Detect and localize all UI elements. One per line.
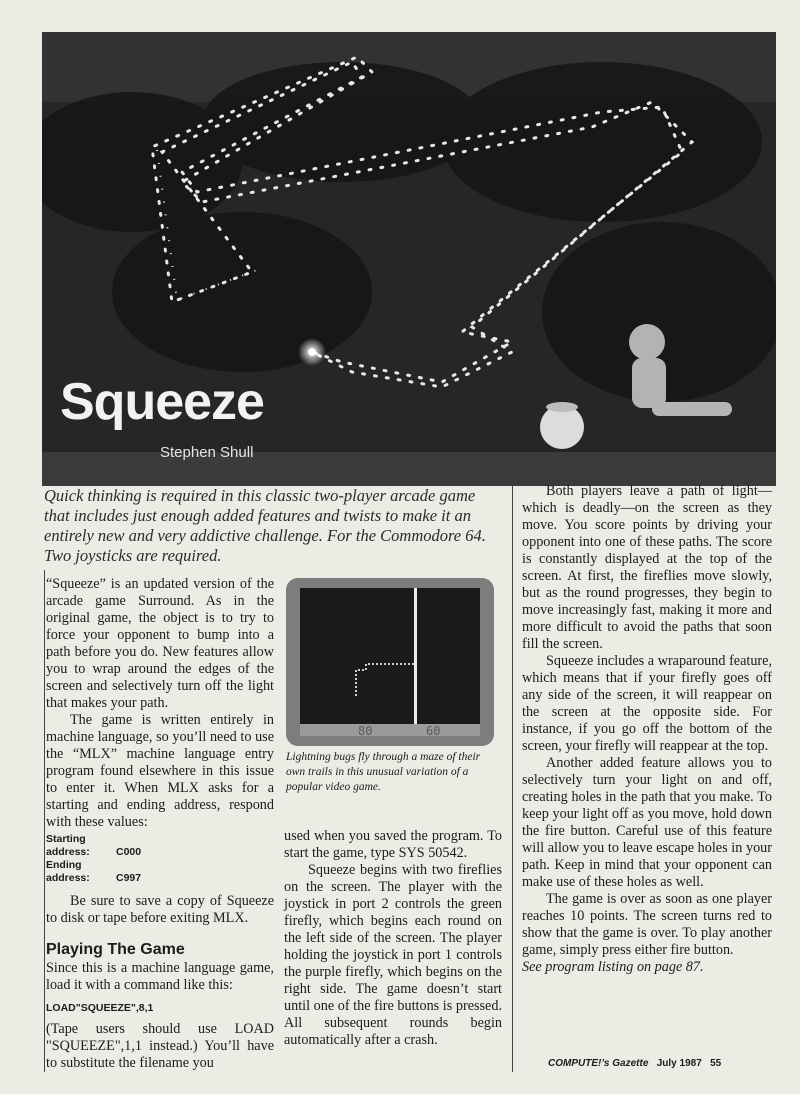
right-player-trail <box>414 588 417 724</box>
end-address-value: C997 <box>116 872 142 884</box>
column-rule <box>512 486 513 1072</box>
paragraph: Another added feature allows you to selectively turn your light on and off, creating holes in the path that you make. To keep your light off as you move, hold down the fire button. Careful use of this feature will allow you to leave escape holes in your path. Keep in mind that your opponent can make use of these holes as well. <box>522 755 772 890</box>
column-2 <box>284 828 502 1049</box>
program-listing-note: See program listing on page 87. <box>522 959 704 975</box>
start-address-label: Starting address: <box>46 833 90 858</box>
figure-caption: Lightning bugs fly through a maze of their own trails in this unusual variation of a popular video game. <box>286 751 481 793</box>
paragraph: (Tape users should use LOAD "SQUEEZE",1,1 instead.) You’ll have to substitute the filename you <box>46 1021 274 1071</box>
intro-blurb: Quick thinking is required in this classic two-player arcade game that includes just enough added features and twists to make it an entirely new and very addictive challenge. For the Commodore 64. Two joysticks are required. <box>44 486 486 565</box>
load-command: LOAD"SQUEEZE",8,1 <box>46 1002 154 1014</box>
paragraph: Squeeze begins with two fireflies on the screen. The player with the joystick in port 2 controls the green firefly, which begins each round on the left side of the screen. The player holding the joystick in port 1 controls the purple firefly, which begins on the right side. The game doesn’t start until one of the fire buttons is pressed. All subsequent rounds begin automatically after a crash. <box>284 862 502 1048</box>
section-heading: Playing The Game <box>46 941 185 958</box>
column-3 <box>522 483 772 976</box>
game-screenshot <box>286 578 494 746</box>
score-left: 80 <box>358 724 373 738</box>
paragraph: Be sure to save a copy of Squeeze to disk or tape before exiting MLX. <box>46 893 274 926</box>
paragraph: Squeeze includes a wraparound feature, which means that if your firefly goes off any side of the screen, it will reappear on the screen at the opposite side. For instance, if you go off the bottom of the screen, your firefly will reappear at the top. <box>522 653 772 754</box>
issue-date: July 1987 <box>656 1058 702 1069</box>
address-block <box>46 833 274 885</box>
paragraph: used when you saved the program. To start the game, type SYS 50542. <box>284 828 502 861</box>
end-address-label: Ending address: <box>46 859 90 884</box>
paragraph: Both players leave a path of light—which is deadly—on the screen as they move. You score points by driving your opponent into one of these paths. The score is constantly displayed at the top of the screen. At first, the fireflies move slowly, but as the round progresses, they begin to move increasingly fast, making it more and more difficult to avoid the paths that soon fill the screen. <box>522 483 772 652</box>
start-address-value: C000 <box>116 846 142 858</box>
page-footer <box>548 1058 721 1069</box>
paragraph: The game is written entirely in machine language, so you’ll need to use the “MLX” machine language entry program found elsewhere in this issue to enter it. When MLX asks for a starting and ending address, respond with these values: <box>46 712 274 830</box>
hero-illustration <box>42 32 776 486</box>
page-number: 55 <box>710 1058 722 1069</box>
paragraph: “Squeeze” is an updated version of the arcade game Surround. As in the original game, the object is to try to force your opponent to bump into a path before you do. New features allow you to wrap around the edges of the screen and selectively turn off the light that makes your path. <box>46 576 274 711</box>
paragraph: Since this is a machine language game, load it with a command like this: <box>46 960 274 993</box>
column-1 <box>46 576 274 1072</box>
paragraph: The game is over as soon as one player reaches 10 points. The screen turns red to show that the game is over. To play another game, simply press either fire button. <box>522 891 772 958</box>
author-byline: Stephen Shull <box>160 444 254 461</box>
article-title: Squeeze <box>60 373 264 431</box>
column-rule <box>44 570 45 1072</box>
game-screen-image <box>286 578 494 746</box>
magazine-name: COMPUTE!’s Gazette <box>548 1058 649 1069</box>
score-right: 60 <box>426 724 441 738</box>
